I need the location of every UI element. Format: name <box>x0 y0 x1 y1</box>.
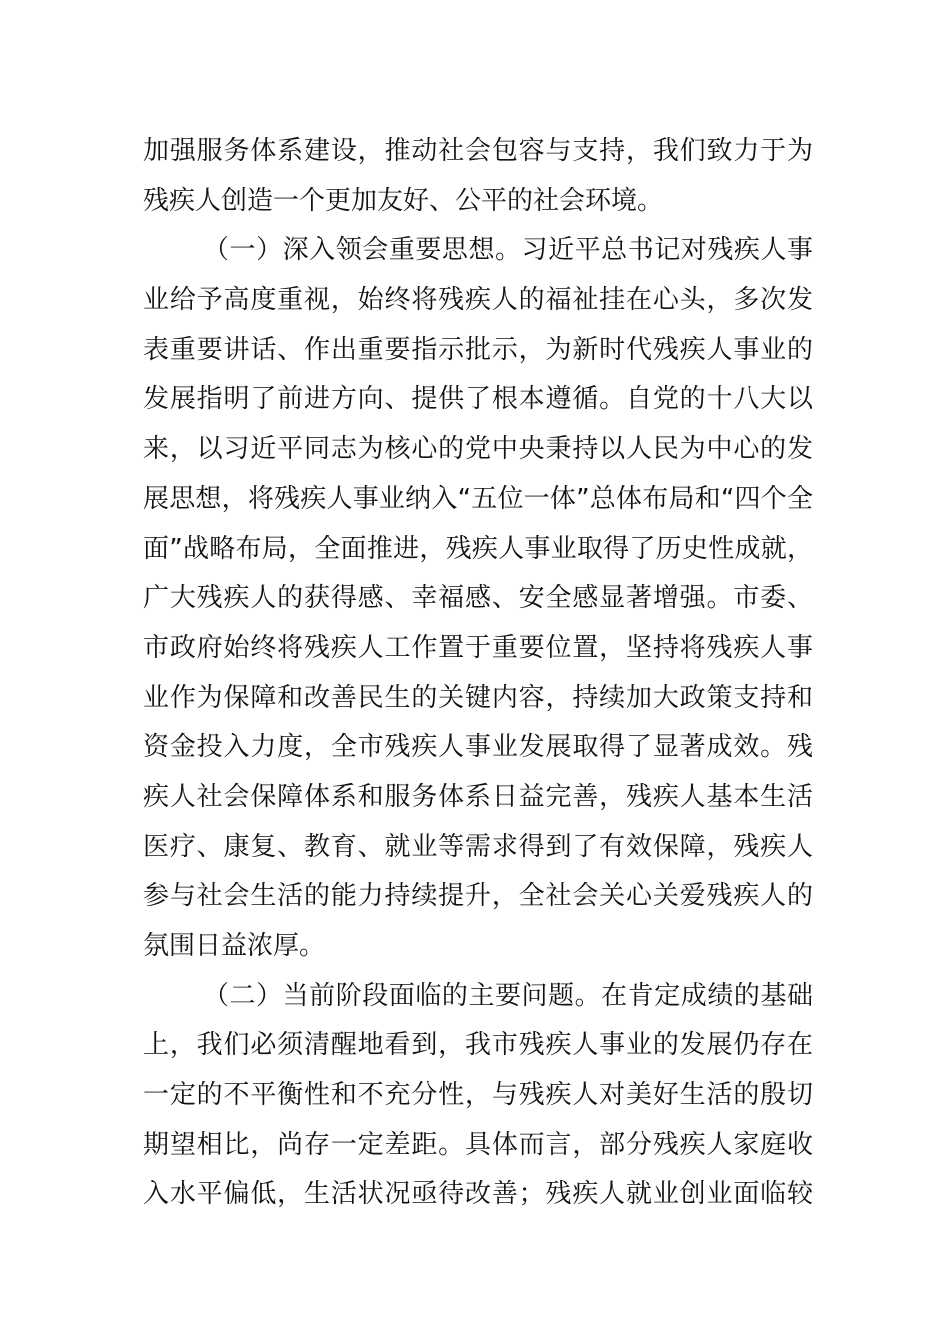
text-line: 面”战略布局，全面推进，残疾人事业取得了历史性成就， <box>143 533 813 564</box>
text-line: 业作为保障和改善民生的关键内容，持续加大政策支持和 <box>143 682 813 713</box>
text-line: 业给予高度重视，始终将残疾人的福祉挂在心头，多次发 <box>143 285 813 316</box>
text-line: 期望相比，尚存一定差距。具体而言，部分残疾人家庭收 <box>143 1129 813 1160</box>
text-line: 发展指明了前进方向、提供了根本遵循。自党的十八大以 <box>143 384 813 415</box>
text-line: 疾人社会保障体系和服务体系日益完善，残疾人基本生活 <box>143 781 813 812</box>
paragraph-heading-line: （一）深入领会重要思想。习近平总书记对残疾人事 <box>203 235 813 266</box>
text-line: 展思想，将残疾人事业纳入“五位一体”总体布局和“四个全 <box>143 483 813 514</box>
text-line: 资金投入力度，全市残疾人事业发展取得了显著成效。残 <box>143 732 813 763</box>
text-line: 上，我们必须清醒地看到，我市残疾人事业的发展仍存在 <box>143 1030 813 1061</box>
text-line: 氛围日益浓厚。 <box>143 931 326 961</box>
text-line: 加强服务体系建设，推动社会包容与支持，我们致力于为 <box>143 136 813 166</box>
text-line: 市政府始终将残疾人工作置于重要位置，坚持将残疾人事 <box>143 632 813 663</box>
text-line: 残疾人创造一个更加友好、公平的社会环境。 <box>143 185 664 216</box>
text-line: 医疗、康复、教育、就业等需求得到了有效保障，残疾人 <box>143 831 813 862</box>
text-line: 来，以习近平同志为核心的党中央秉持以人民为中心的发 <box>143 434 813 465</box>
text-line: 参与社会生活的能力持续提升，全社会关心关爱残疾人的 <box>143 881 813 912</box>
text-line: 入水平偏低，生活状况亟待改善；残疾人就业创业面临较 <box>143 1179 813 1210</box>
text-line: 表重要讲话、作出重要指示批示，为新时代残疾人事业的 <box>143 334 813 365</box>
body-text <box>143 127 813 1220</box>
text-line: 一定的不平衡性和不充分性，与残疾人对美好生活的殷切 <box>143 1080 813 1111</box>
paragraph-heading-line: （二）当前阶段面临的主要问题。在肯定成绩的基础 <box>203 980 813 1011</box>
text-line: 广大残疾人的获得感、幸福感、安全感显著增强。市委、 <box>143 583 813 614</box>
